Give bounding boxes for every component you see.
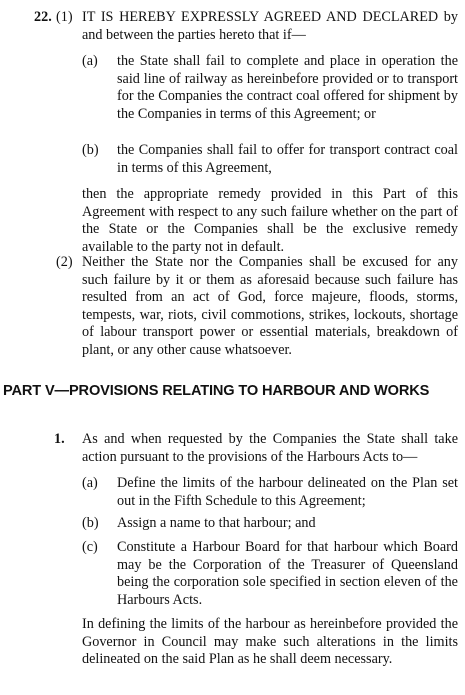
- part-v-item-b-text: Assign a name to that harbour; and: [117, 515, 316, 531]
- part-v-item-a-label: (a): [82, 475, 98, 491]
- clause-22-sub1-number: (1): [56, 9, 73, 25]
- part-v-clause-1-number: 1.: [54, 431, 65, 447]
- clause-22-item-a-label: (a): [82, 53, 98, 69]
- part-v-closing-paragraph: In defining the limits of the harbour as hereinbefore provided the Governor in Council may make such alterations in the limits delineated on the said Plan as he shall deem necessary.: [82, 616, 458, 668]
- part-v-heading: PART V—PROVISIONS RELATING TO HARBOUR AND WORKS: [3, 383, 430, 399]
- part-v-item-a-text: Define the limits of the harbour delineated on the Plan set out in the Fifth Schedule to this Agreement;: [117, 475, 458, 509]
- clause-22-sub2-number: (2): [56, 254, 73, 270]
- clause-22-item-b-text: the Companies shall fail to offer for transport contract coal in terms of this Agreement,: [117, 142, 458, 176]
- clause-22-item-b-label: (b): [82, 142, 99, 158]
- part-v-item-c-label: (c): [82, 539, 98, 555]
- clause-22-item-a-text: the State shall fail to complete and place in operation the said line of railway as hereinbefore provided or to transport for the Companies the contract coal offered for shipment by the Companies in terms of this Agreement; or: [117, 53, 458, 122]
- part-v-clause-1-text: As and when requested by the Companies the State shall take action pursuant to the provisions of the Harbours Acts to—: [82, 431, 458, 465]
- part-v-item-c-text: Constitute a Harbour Board for that harbour which Board may be the Corporation of the Treasurer of Queensland being the corporation sole specified in section eleven of the Harbours Acts.: [117, 539, 458, 608]
- clause-22-number: 22.: [34, 9, 52, 25]
- clause-22-then-paragraph: then the appropriate remedy provided in this Part of this Agreement with respect to any such failure whether on the part of the State or the Companies shall be the exclusive remedy available to the party not in default.: [82, 186, 458, 255]
- part-v-item-b-label: (b): [82, 515, 99, 531]
- clause-22-sub1-text: IT IS HEREBY EXPRESSLY AGREED AND DECLARED by and between the parties hereto that if—: [82, 9, 458, 43]
- clause-22-sub2-text: Neither the State nor the Companies shall be excused for any such failure by it or them as aforesaid because such failure has resulted from an act of God, force majeure, floods, storms, tempests, war, riots, civil commotions, strikes, lockouts, shortage of labour transport power or essential materials, breakdown of plant, or any other cause whatsoever.: [82, 254, 458, 358]
